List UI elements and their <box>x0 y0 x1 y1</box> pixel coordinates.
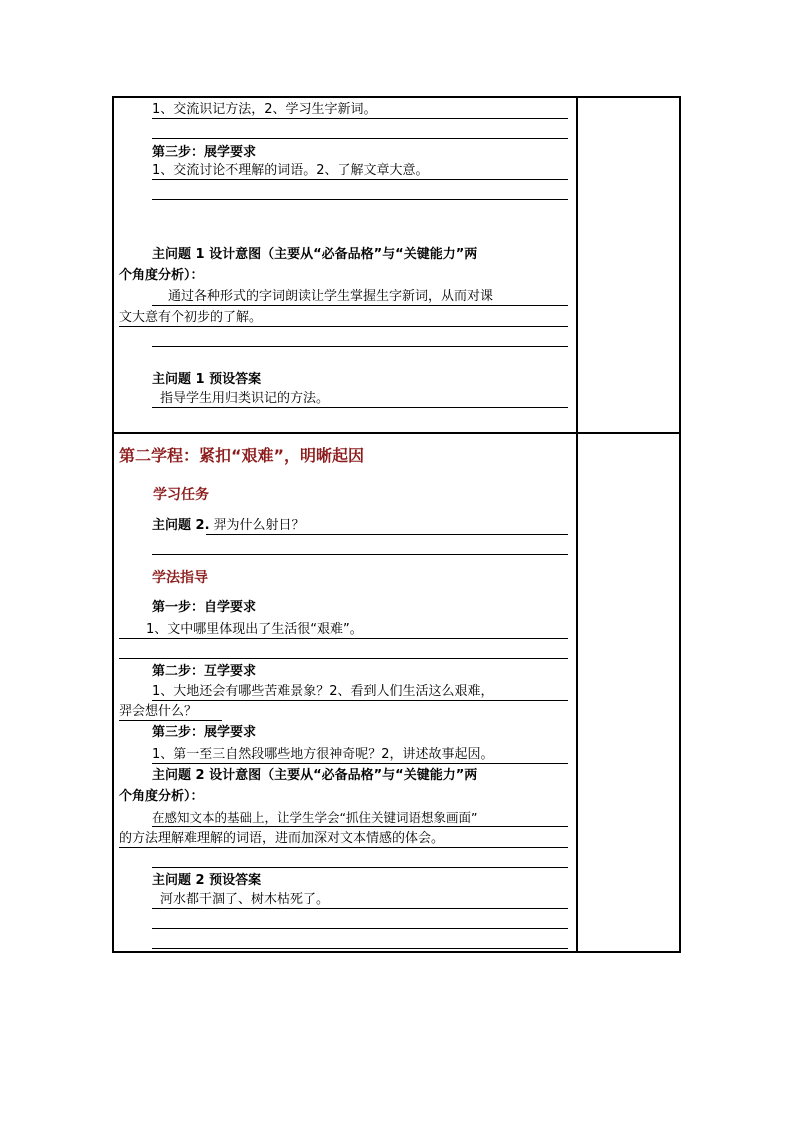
answer-line <box>119 326 568 327</box>
answer-line <box>152 928 568 929</box>
answer-line <box>119 847 568 848</box>
answer-line <box>152 948 568 949</box>
s1-step3-title: 第三步：展学要求 <box>152 145 257 160</box>
q2-design-line2: 的方法理解难理解的词语，进而加深对文本情感的体会。 <box>119 831 445 846</box>
answer-line <box>152 700 568 701</box>
answer-line <box>119 638 568 639</box>
q1-answer: 指导学生用归类识记的方法。 <box>160 391 330 406</box>
method-guide-heading: 学法指导 <box>152 570 208 586</box>
q1-design-line1: 通过各种形式的字词朗读让学生掌握生字新词，从而对课 <box>168 289 494 304</box>
s2-step2-line2: 羿会想什么？ <box>119 704 198 719</box>
answer-line <box>152 199 568 200</box>
q1-design-line2: 文大意有个初步的了解。 <box>119 310 263 325</box>
answer-line <box>152 179 568 180</box>
q2-design-line1: 在感知文本的基础上，让学生学会“抓住关键词语想象画面” <box>152 810 478 825</box>
learning-task-heading: 学习任务 <box>153 487 209 503</box>
section2-heading: 第二学程：紧扣“艰难”，明晰起因 <box>119 446 365 465</box>
answer-line <box>152 908 568 909</box>
s2-step3-title: 第三步：展学要求 <box>152 725 257 740</box>
answer-line <box>152 305 568 306</box>
s2-step2-title: 第二步：互学要求 <box>152 664 257 679</box>
q2-design-title-line1: 主问题 2 设计意图（主要从“必备品格”与“关键能力”两 <box>152 768 478 783</box>
s1-step2-content: 1、交流识记方法，2、学习生字新词。 <box>152 102 377 117</box>
answer-line <box>152 407 568 408</box>
q2-design-title-line2: 个角度分析）： <box>119 789 204 804</box>
s1-step3-content: 1、交流讨论不理解的词语。2、了解文章大意。 <box>152 163 429 178</box>
s2-step2-line1: 1、大地还会有哪些苦难景象？2、看到人们生活这么艰难， <box>152 684 494 699</box>
q2-label: 主问题 2. <box>152 518 210 533</box>
answer-line <box>152 867 568 868</box>
q2-answer: 河水都干涸了、树木枯死了。 <box>160 892 330 907</box>
answer-line <box>206 534 568 535</box>
column-divider <box>576 98 578 951</box>
answer-line <box>152 554 568 555</box>
q1-answer-title: 主问题 1 预设答案 <box>152 372 262 387</box>
s2-step1-content: 1、文中哪里体现出了生活很“艰难”。 <box>146 622 363 637</box>
q2-answer-title: 主问题 2 预设答案 <box>152 873 262 888</box>
s2-step1-title: 第一步：自学要求 <box>152 600 257 615</box>
answer-line <box>119 658 568 659</box>
answer-line <box>152 826 568 827</box>
row-divider <box>114 432 679 434</box>
s2-step3-content: 1、第一至三自然段哪些地方很神奇呢？2，讲述故事起因。 <box>152 747 494 762</box>
answer-line <box>152 763 568 764</box>
q2-text: 羿为什么射日？ <box>213 518 305 533</box>
q1-design-title-line1: 主问题 1 设计意图（主要从“必备品格”与“关键能力”两 <box>152 247 478 262</box>
answer-line <box>152 346 568 347</box>
answer-line <box>119 720 222 721</box>
answer-line <box>152 118 568 119</box>
q1-design-title-line2: 个角度分析）： <box>119 268 204 283</box>
answer-line <box>152 138 568 139</box>
